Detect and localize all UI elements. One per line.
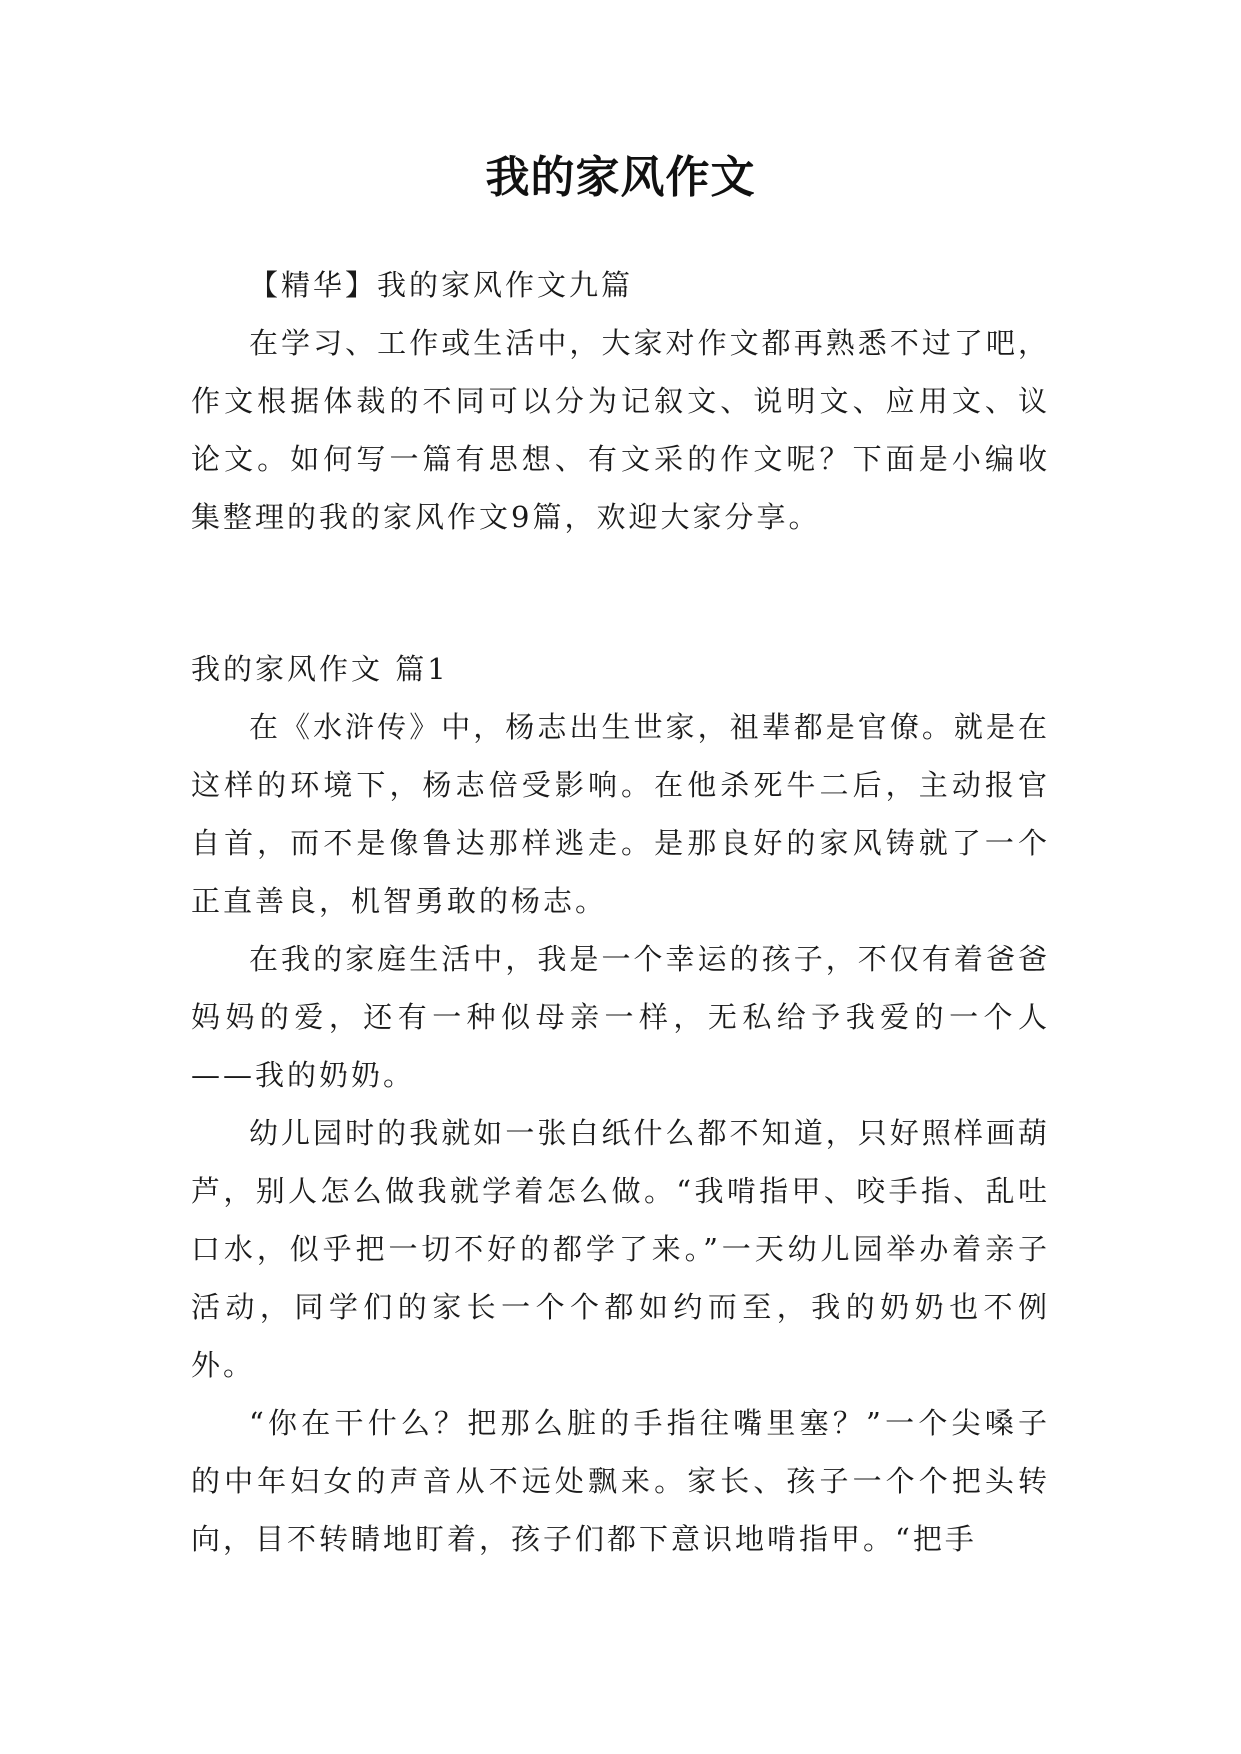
- body-paragraph: 幼儿园时的我就如一张白纸什么都不知道，只好照样画葫芦，别人怎么做我就学着怎么做。“我啃指甲、咬手指、乱吐口水，似乎把一切不好的都学了来。”一天幼儿园举办着亲子活动，同学们的家长一个个都如约而至，我的奶奶也不例外。: [191, 1116, 1050, 1382]
- section-heading: 我的家风作文 篇1: [191, 652, 449, 686]
- document-title: 我的家风作文: [485, 152, 756, 203]
- intro-paragraph: 在学习、工作或生活中，大家对作文都再熟悉不过了吧，作文根据体裁的不同可以分为记叙文、说明文、应用文、议论文。如何写一篇有思想、有文采的作文呢？下面是小编收集整理的我的家风作文9篇，欢迎大家分享。: [191, 326, 1050, 534]
- intro-block: [191, 256, 1050, 546]
- document-subtitle: 【精华】我的家风作文九篇: [249, 268, 634, 302]
- section-body: [191, 698, 1050, 1568]
- body-paragraph: “你在干什么？把那么脏的手指往嘴里塞？”一个尖嗓子的中年妇女的声音从不远处飘来。家长、孩子一个个把头转向，目不转睛地盯着，孩子们都下意识地啃指甲。“把手: [191, 1406, 1050, 1556]
- body-paragraph: 在《水浒传》中，杨志出生世家，祖辈都是官僚。就是在这样的环境下，杨志倍受影响。在他杀死牛二后，主动报官自首，而不是像鲁达那样逃走。是那良好的家风铸就了一个正直善良，机智勇敢的杨志。: [191, 710, 1050, 918]
- body-paragraph: 在我的家庭生活中，我是一个幸运的孩子，不仅有着爸爸妈妈的爱，还有一种似母亲一样，无私给予我爱的一个人——我的奶奶。: [191, 942, 1050, 1092]
